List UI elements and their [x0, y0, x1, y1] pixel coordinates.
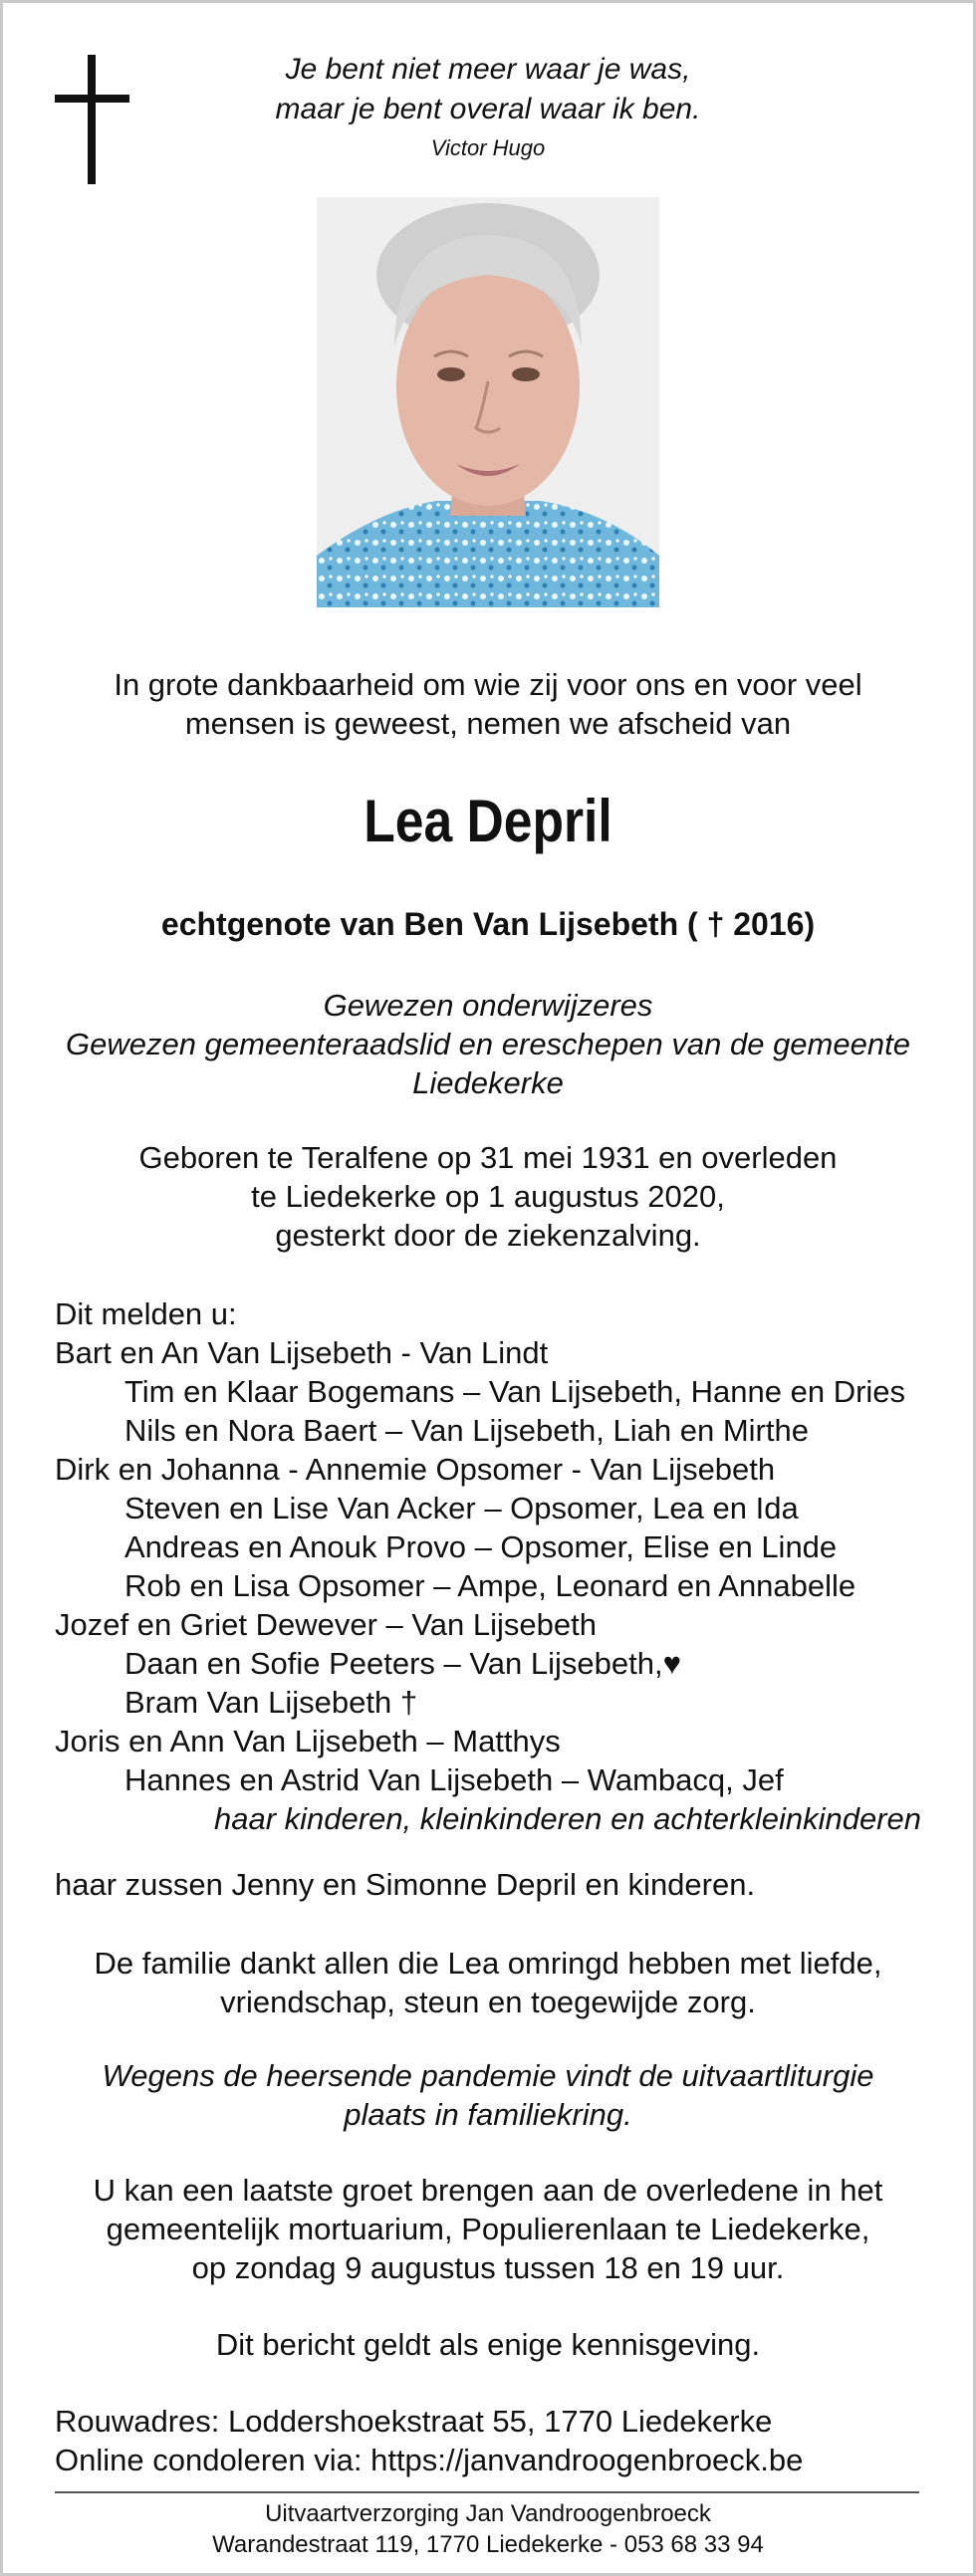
quote-author: Victor Hugo — [430, 135, 546, 160]
family-row: Tim en Klaar Bogemans – Van Lijsebeth, Hanne en Dries — [124, 1374, 906, 1409]
sisters-line: haar zussen Jenny en Simonne Depril en kinderen. — [55, 1867, 756, 1902]
spouse-line: echtgenote van Ben Van Lijsebeth ( † 2016) — [160, 906, 816, 942]
family-row: Bart en An Van Lijsebeth - Van Lindt — [55, 1335, 549, 1370]
announce-heading: Dit melden u: — [55, 1296, 237, 1331]
family-row: Dirk en Johanna - Annemie Opsomer - Van Lijsebeth — [55, 1452, 776, 1487]
footer-line-1: Uitvaartverzorging Jan Vandroogenbroeck — [265, 2500, 711, 2527]
footer-line-2: Warandestraat 119, 1770 Liedekerke - 053 68 33 94 — [212, 2531, 764, 2558]
family-row: Daan en Sofie Peeters – Van Lijsebeth,♥ — [124, 1646, 681, 1681]
thanks-line-1: De familie dankt allen die Lea omringd hebben met liefde, — [94, 1946, 882, 1981]
family-row: Joris en Ann Van Lijsebeth – Matthys — [55, 1724, 561, 1758]
visit-line-3: op zondag 9 augustus tussen 18 en 19 uur. — [191, 2250, 785, 2285]
footer-divider — [55, 2491, 919, 2493]
family-row: Nils en Nora Baert – Van Lijsebeth, Liah en Mirthe — [124, 1413, 809, 1448]
thanks-line-2: vriendschap, steun en toegewijde zorg. — [220, 1985, 756, 2019]
notice-line: Dit bericht geldt als enige kennisgeving. — [215, 2327, 761, 2362]
visit-line-2: gemeentelijk mortuarium, Populierenlaan te Liedekerke, — [106, 2212, 870, 2246]
intro-line-1: In grote dankbaarheid om wie zij voor ons en voor veel — [114, 667, 862, 702]
family-row: Steven en Lise Van Acker – Opsomer, Lea en Ida — [124, 1491, 799, 1525]
role-line-1: Gewezen onderwijzeres — [323, 988, 653, 1023]
role-line-3: Liedekerke — [412, 1065, 564, 1100]
family-row: Hannes en Astrid Van Lijsebeth – Wambacq, Jef — [124, 1762, 784, 1797]
deceased-name: Lea Depril — [364, 788, 612, 854]
quote-line-2: maar je bent overal waar ik ben. — [275, 93, 701, 125]
family-row: Andreas en Anouk Provo – Opsomer, Elise en Linde — [124, 1529, 838, 1564]
pandemic-line-1: Wegens de heersende pandemie vindt de uitvaartliturgie — [102, 2058, 874, 2093]
online-condolence-line: Online condoleren via: https://janvandroogenbroeck.be — [55, 2443, 804, 2477]
family-row: Jozef en Griet Dewever – Van Lijsebeth — [55, 1607, 597, 1642]
pandemic-line-2: plaats in familiekring. — [344, 2097, 632, 2132]
birth-death-line-2: te Liedekerke op 1 augustus 2020, — [251, 1179, 725, 1214]
quote-line-1: Je bent niet meer waar je was, — [285, 53, 691, 86]
role-line-2: Gewezen gemeenteraadslid en ereschepen van de gemeente — [66, 1027, 910, 1061]
address-line: Rouwadres: Loddershoekstraat 55, 1770 Liedekerke — [55, 2404, 773, 2439]
family-row: Rob en Lisa Opsomer – Ampe, Leonard en Annabelle — [124, 1568, 856, 1603]
descendants-line: haar kinderen, kleinkinderen en achterkleinkinderen — [213, 1801, 921, 1836]
visit-line-1: U kan een laatste groet brengen aan de overledene in het — [93, 2173, 883, 2208]
birth-death-line-1: Geboren te Teralfene op 31 mei 1931 en overleden — [138, 1140, 838, 1175]
portrait-photo — [317, 197, 659, 607]
cross-icon — [55, 55, 129, 184]
intro-line-2: mensen is geweest, nemen we afscheid van — [184, 706, 792, 741]
birth-death-line-3: gesterkt door de ziekenzalving. — [275, 1218, 701, 1253]
family-list — [55, 1294, 931, 1838]
family-row: Bram Van Lijsebeth † — [124, 1685, 418, 1720]
